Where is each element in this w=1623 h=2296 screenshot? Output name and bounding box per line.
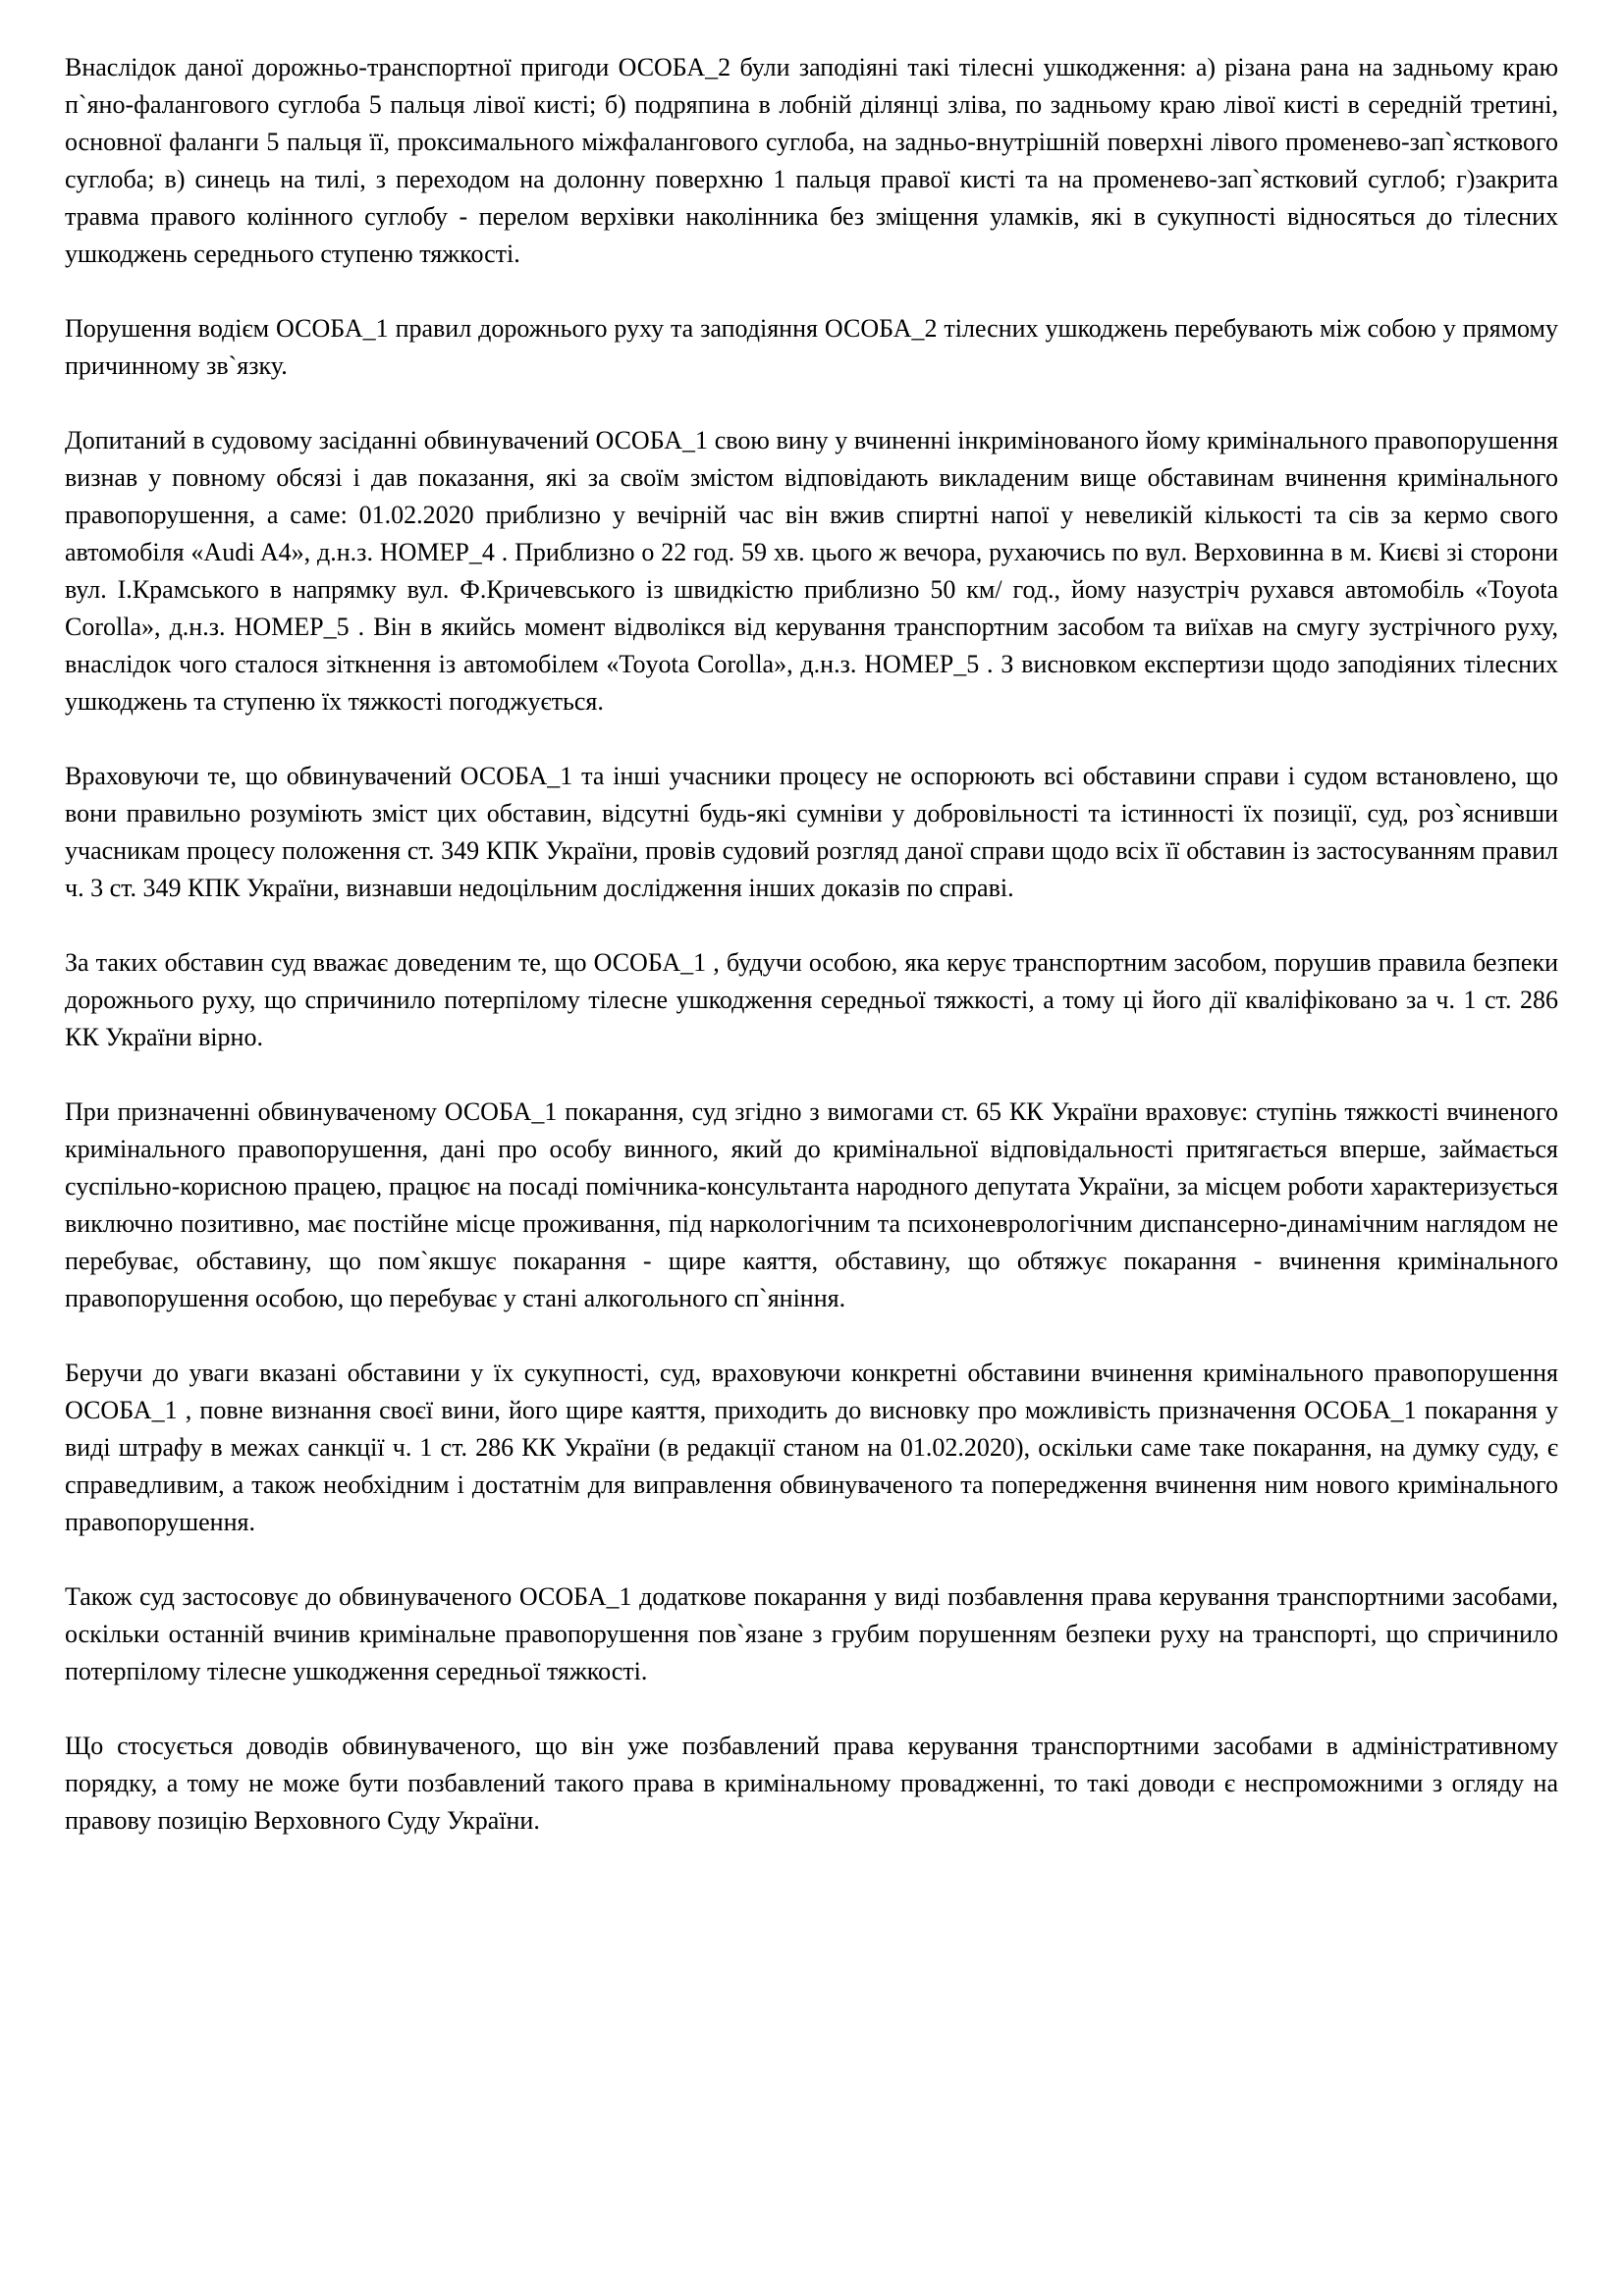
paragraph-4: Враховуючи те, що обвинувачений ОСОБА_1 та інші учасники процесу не оспорюють всі обставини справи і судом встановлено, що вони правильно розуміють зміст цих обставин, відсутні будь-які сумніви у добровільності та істинності їх позиції, суд, роз`яснивши учасникам процесу положення ст. 349 КПК України, провів судовий розгляд даної справи щодо всіх її обставин із застосуванням правил ч. 3 ст. 349 КПК України, визнавши недоцільним дослідження інших доказів по справі. [65,762,1558,902]
paragraph-5: За таких обставин суд вважає доведеним те, що ОСОБА_1 , будучи особою, яка керує транспортним засобом, порушив правила безпеки дорожнього руху, що спричинило потерпілому тілесне ушкодження середньої тяжкості, а тому ці його дії кваліфіковано за ч. 1 ст. 286 КК України вірно. [65,948,1558,1051]
paragraph-6: При призначенні обвинуваченому ОСОБА_1 покарання, суд згідно з вимогами ст. 65 КК України враховує: ступінь тяжкості вчиненого кримінального правопорушення, дані про особу винного, який до кримінальної відповідальності притягається вперше, займається суспільно-корисною працею, працює на посаді помічника-консультанта народного депутата України, за місцем роботи характеризується виключно позитивно, має постійне місце проживання, під наркологічним та психоневрологічним диспансерно-динамічним наглядом не перебуває, обставину, що пом`якшує покарання - щире каяття, обставину, що обтяжує покарання - вчинення кримінального правопорушення особою, що перебуває у стані алкогольного сп`яніння. [65,1097,1558,1312]
paragraph-1: Внаслідок даної дорожньо-транспортної пригоди ОСОБА_2 були заподіяні такі тілесні ушкодження: а) різана рана на задньому краю п`яно-фалангового суглоба 5 пальця лівої кисті; б) подряпина в лобній ділянці зліва, по задньому краю лівої кисті в середній третині, основної фаланги 5 пальця її, проксимального міжфалангового суглоба, на задньо-внутрішній поверхні лівого променево-зап`ясткового суглоба; в) синець на тилі, з переходом на долонну поверхню 1 пальця правої кисті та на променево-зап`ястковий суглоб; г)закрита травма правого колінного суглобу - перелом верхівки наколінника без зміщення уламків, які в сукупності відносяться до тілесних ушкоджень середнього ступеню тяжкості. [65,53,1558,268]
paragraph-8: Також суд застосовує до обвинуваченого ОСОБА_1 додаткове покарання у виді позбавлення права керування транспортними засобами, оскільки останній вчинив кримінальне правопорушення пов`язане з грубим порушенням безпеки руху на транспорті, що спричинило потерпілому тілесне ушкодження середньої тяжкості. [65,1582,1558,1685]
paragraph-7: Беручи до уваги вказані обставини у їх сукупності, суд, враховуючи конкретні обставини вчинення кримінального правопорушення ОСОБА_1 , повне визнання своєї вини, його щире каяття, приходить до висновку про можливість призначення ОСОБА_1 покарання у виді штрафу в межах санкції ч. 1 ст. 286 КК України (в редакції станом на 01.02.2020), оскільки саме таке покарання, на думку суду, є справедливим, а також необхідним і достатнім для виправлення обвинуваченого та попередження вчинення ним нового кримінального правопорушення. [65,1359,1558,1536]
document-body [65,49,1558,1840]
paragraph-9: Що стосується доводів обвинуваченого, що він уже позбавлений права керування транспортними засобами в адміністративному порядку, а тому не може бути позбавлений такого права в кримінальному провадженні, то такі доводи є неспроможними з огляду на правову позицію Верховного Суду України. [65,1732,1558,1835]
paragraph-2: Порушення водієм ОСОБА_1 правил дорожнього руху та заподіяння ОСОБА_2 тілесних ушкоджень перебувають між собою у прямому причинному зв`язку. [65,314,1558,380]
paragraph-3: Допитаний в судовому засіданні обвинувачений ОСОБА_1 свою вину у вчиненні інкримінованого йому кримінального правопорушення визнав у повному обсязі і дав показання, які за своїм змістом відповідають викладеним вище обставинам вчинення кримінального правопорушення, а саме: 01.02.2020 приблизно у вечірній час він вжив спиртні напої у невеликій кількості та сів за кермо свого автомобіля «Audi A4», д.н.з. НОМЕР_4 . Приблизно о 22 год. 59 хв. цього ж вечора, рухаючись по вул. Верховинна в м. Києві зі сторони вул. І.Крамського в напрямку вул. Ф.Кричевського із швидкістю приблизно 50 км/ год., йому назустріч рухався автомобіль «Toyota Corolla», д.н.з. НОМЕР_5 . Він в якийсь момент відволікся від керування транспортним засобом та виїхав на смугу зустрічного руху, внаслідок чого сталося зіткнення із автомобілем «Toyota Corolla», д.н.з. НОМЕР_5 . З висновком експертизи щодо заподіяних тілесних ушкоджень та ступеню їх тяжкості погоджується. [65,426,1558,716]
